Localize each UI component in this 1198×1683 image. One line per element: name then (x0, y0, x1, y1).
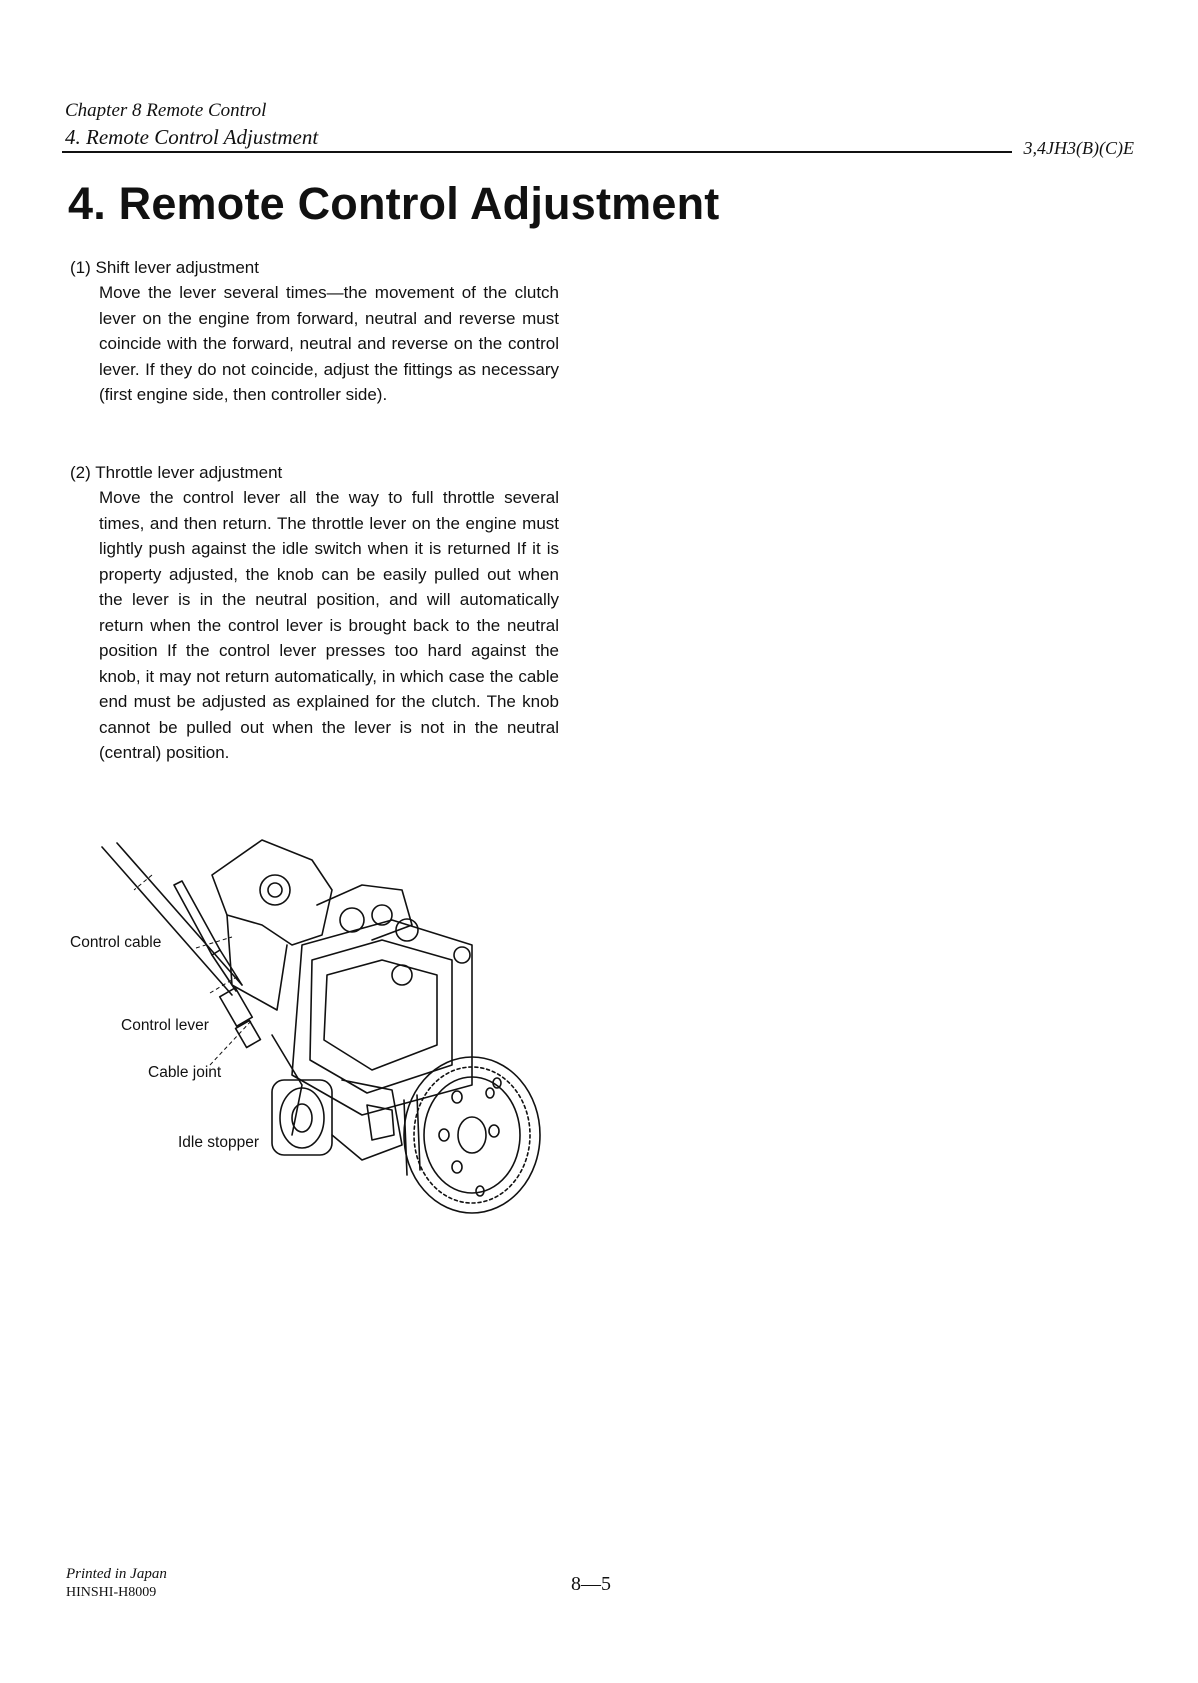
cable-joint-label: Cable joint (148, 1064, 222, 1081)
chapter-header: Chapter 8 Remote Control (65, 100, 267, 121)
control-cable-label: Control cable (70, 934, 162, 951)
page-number: 8—5 (571, 1573, 611, 1595)
header-rule (62, 151, 1012, 153)
throttle-lever-section (70, 460, 570, 766)
page-title: 4. Remote Control Adjustment (68, 178, 720, 229)
shift-lever-section (70, 255, 570, 408)
section-header: 4. Remote Control Adjustment (65, 125, 319, 149)
document-code: HINSHI-H8009 (66, 1585, 157, 1600)
item-body: Move the lever several times—the movement of the clutch lever on the engine from forward, neutral and reverse must coincide with the forward, neutral and reverse on the control lever. If they do not coincide, adjust the fittings as necessary (first engine side, then controller side). (99, 283, 559, 404)
item-heading: (1) Shift lever adjustment (70, 258, 259, 277)
printed-in-japan: Printed in Japan (66, 1566, 167, 1582)
control-lever-label: Control lever (121, 1017, 209, 1034)
item-heading: (2) Throttle lever adjustment (70, 463, 283, 482)
model-code: 3,4JH3(B)(C)E (1023, 138, 1134, 158)
item-body: Move the control lever all the way to full throttle several times, and then return. The throttle lever on the engine must lightly push against the idle switch when it is returned If it is property adjusted, the knob can be easily pulled out when the lever is in the neutral position, and will automatically return when the control lever is brought back to the neutral position If the control lever presses too hard against the knob, it may not return automatically, in which case the cable end must be adjusted as explained for the clutch. The knob cannot be pulled out when the lever is not in the neutral (central) position. (99, 488, 559, 762)
idle-stopper-label: Idle stopper (178, 1134, 259, 1151)
